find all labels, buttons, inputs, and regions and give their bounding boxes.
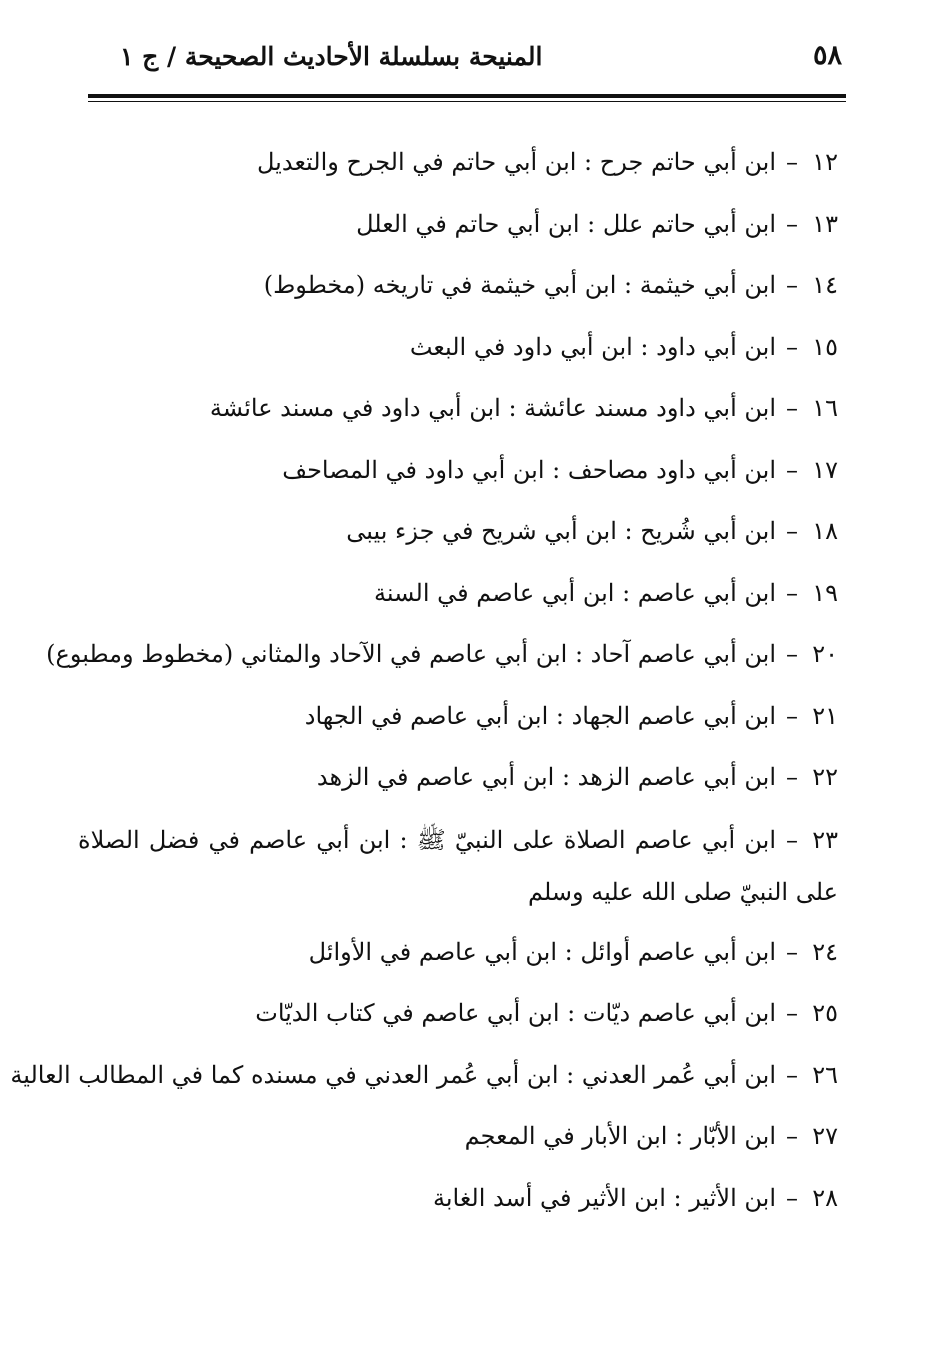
entry-number: ٢٠ [812,640,838,668]
entry-text: ابن أبي شُريح : ابن أبي شريح في جزء بيبى [346,517,776,545]
entry-number: ١٢ [812,148,838,176]
entry-number: ١٥ [812,332,838,361]
entry-text: ابن أبي حاتم جرح : ابن أبي حاتم في الجرح والتعديل [256,148,776,176]
entry-text: ابن أبي حاتم علل : ابن أبي حاتم في العلل [356,209,776,238]
list-item [10,1045,838,1107]
entry-number: ١٣ [812,209,838,238]
entry-text: ابن أبي داود مسند عائشة : ابن أبي داود في مسند عائشة [209,394,776,422]
entry-number: ٢٧ [812,1122,838,1150]
entry-dash: – [786,701,798,730]
entry-dash: – [786,640,798,668]
page-number: ٥٨ [812,40,842,71]
entry-dash: – [786,825,798,854]
list-item [78,983,838,1045]
entry-dash: – [786,455,798,484]
entry-text: ابن أبي عاصم أوائل : ابن أبي عاصم في الأوائل [308,937,776,966]
entry-number: ٢٦ [812,1060,838,1089]
entry-dash: – [786,517,798,545]
entry-dash: – [786,209,798,238]
entry-dash: – [786,937,798,966]
abbreviation-list [10,132,838,1229]
entry-text: ابن أبي عاصم الزهد : ابن أبي عاصم في الزهد [316,763,776,791]
entry-text: ابن أبي عُمر العدني : ابن أبي عُمر العدني في مسنده كما في المطالب العالية [10,1060,776,1089]
entry-number: ٢١ [812,701,838,730]
list-item [78,317,838,379]
entry-dash: – [786,1060,798,1089]
entry-text: ابن أبي عاصم ديّات : ابن أبي عاصم في كتاب الديّات [255,999,776,1027]
entry-dash: – [786,999,798,1027]
entry-dash: – [786,1183,798,1212]
list-item [78,501,838,563]
entry-text: ابن أبي عاصم الصلاة على النبيّ ﷺ : ابن أبي عاصم في فضل الصلاة على النبيّ صلى الله عليه وسلم [78,825,838,906]
entry-text: ابن الأبّار : ابن الأبار في المعجم [464,1122,776,1150]
header-rule-thin [88,101,846,102]
entry-dash: – [786,578,798,607]
entry-number: ٢٥ [812,999,838,1027]
entry-dash: – [786,1122,798,1150]
entry-number: ١٨ [812,517,838,545]
entry-number: ٢٤ [812,937,838,966]
list-item [78,1168,838,1230]
list-item [78,194,838,256]
list-item [78,747,838,809]
list-item [78,1106,838,1168]
entry-number: ٢٨ [812,1183,838,1212]
list-item [78,563,838,625]
entry-text: ابن الأثير : ابن الأثير في أسد الغابة [432,1183,776,1212]
list-item [78,686,838,748]
entry-dash: – [786,394,798,422]
entry-dash: – [786,148,798,176]
list-item [78,132,838,194]
entry-number: ١٩ [812,578,838,607]
list-item [78,255,838,317]
entry-number: ٢٢ [812,763,838,791]
entry-number: ١٦ [812,394,838,422]
list-item [78,378,838,440]
entry-text: ابن أبي عاصم : ابن أبي عاصم في السنة [374,578,776,607]
entry-text: ابن أبي داود مصاحف : ابن أبي داود في المصاحف [282,455,776,484]
entry-dash: – [786,763,798,791]
running-title: المنيحة بسلسلة الأحاديث الصحيحة / ج ١ [120,42,543,71]
entry-dash: – [786,332,798,361]
entry-text: ابن أبي عاصم آحاد : ابن أبي عاصم في الآحاد والمثاني (مخطوط ومطبوع) [46,640,776,668]
entry-number: ٢٣ [812,825,838,854]
entry-number: ١٧ [812,455,838,484]
entry-number: ١٤ [812,271,838,299]
list-item [78,809,838,922]
list-item [78,922,838,984]
entry-dash: – [786,271,798,299]
entry-text: ابن أبي عاصم الجهاد : ابن أبي عاصم في الجهاد [304,701,776,730]
entry-text: ابن أبي داود : ابن أبي داود في البعث [409,332,776,361]
entry-text: ابن أبي خيثمة : ابن أبي خيثمة في تاريخه (مخطوط) [263,271,776,299]
list-item [46,624,838,686]
list-item [78,440,838,502]
header-rule [88,94,846,98]
